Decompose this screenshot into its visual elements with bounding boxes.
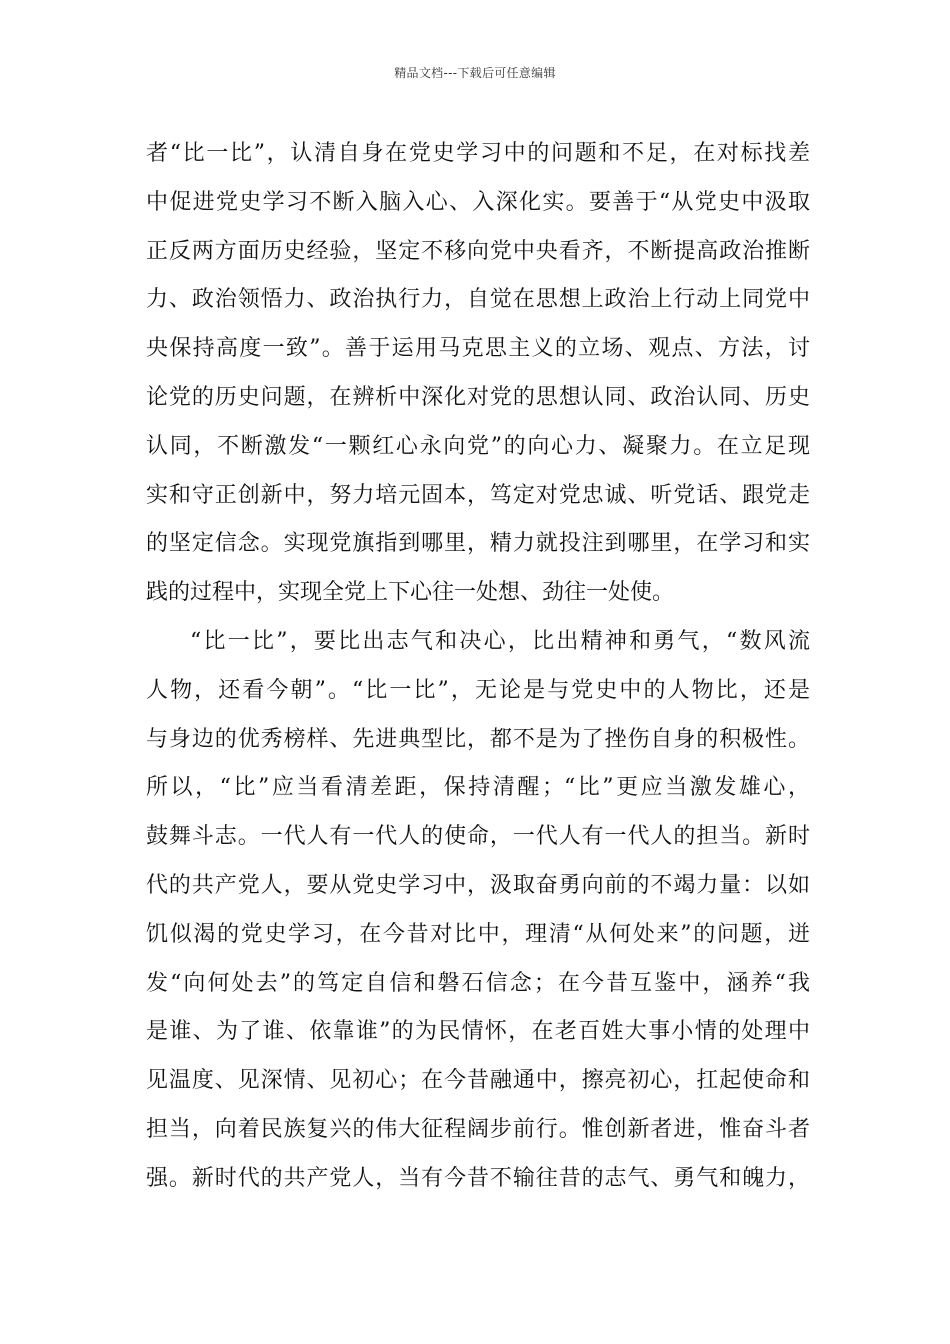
text-line: 饥似渴的党史学习，在今昔对比中，理清“从何处来”的问题，迸 [146, 921, 810, 947]
text-line: 强。新时代的共产党人，当有今昔不输往昔的志气、勇气和魄力， [146, 1165, 810, 1191]
text-line: 央保持高度一致”。善于运用马克思主义的立场、观点、方法，讨 [146, 336, 810, 362]
text-line: 的坚定信念。实现党旗指到哪里，精力就投注到哪里，在学习和实 [146, 531, 810, 557]
text-line: 鼓舞斗志。一代人有一代人的使命，一代人有一代人的担当。新时 [146, 824, 810, 850]
text-line: 论党的历史问题，在辨析中深化对党的思想认同、政治认同、历史 [146, 384, 810, 410]
text-line: 发“向何处去”的笃定自信和磐石信念；在今昔互鉴中，涵养“我 [146, 970, 810, 996]
text-line: 力、政治领悟力、政治执行力，自觉在思想上政治上行动上同党中 [146, 287, 810, 313]
paragraph-last-line: 践的过程中，实现全党上下心往一处想、劲往一处使。 [146, 580, 675, 606]
text-line: 人物，还看今朝”。“比一比”，无论是与党史中的人物比，还是 [146, 677, 810, 703]
text-line: 者“比一比”，认清自身在党史学习中的问题和不足，在对标找差 [146, 141, 810, 166]
text-line: 见温度、见深情、见初心；在今昔融通中，擦亮初心，扛起使命和 [146, 1068, 810, 1094]
text-line: 担当，向着民族复兴的伟大征程阔步前行。惟创新者进，惟奋斗者 [146, 1116, 810, 1142]
text-line: 实和守正创新中，努力培元固本，笃定对党忠诚、听党话、跟党走 [146, 482, 810, 508]
paragraph-first-line: “比一比”，要比出志气和决心，比出精神和勇气，“数风流 [190, 628, 810, 654]
text-line: 是谁、为了谁、依靠谁”的为民情怀，在老百姓大事小情的处理中 [146, 1019, 810, 1045]
text-line: 正反两方面历史经验，坚定不移向党中央看齐，不断提高政治推断 [146, 238, 810, 264]
text-line: 认同，不断激发“一颗红心永向党”的向心力、凝聚力。在立足现 [146, 433, 810, 459]
text-line: 与身边的优秀榜样、先进典型比，都不是为了挫伤自身的积极性。 [146, 726, 810, 752]
page-header: 精品文档---下载后可任意编辑 [394, 66, 556, 80]
text-line: 中促进党史学习不断入脑入心、入深化实。要善于“从党史中汲取 [146, 189, 810, 215]
text-line: 代的共产党人，要从党史学习中，汲取奋勇向前的不竭力量：以如 [146, 872, 810, 898]
text-line: 所以，“比”应当看清差距，保持清醒；“比”更应当激发雄心， [146, 775, 810, 801]
body-text [146, 130, 810, 1204]
